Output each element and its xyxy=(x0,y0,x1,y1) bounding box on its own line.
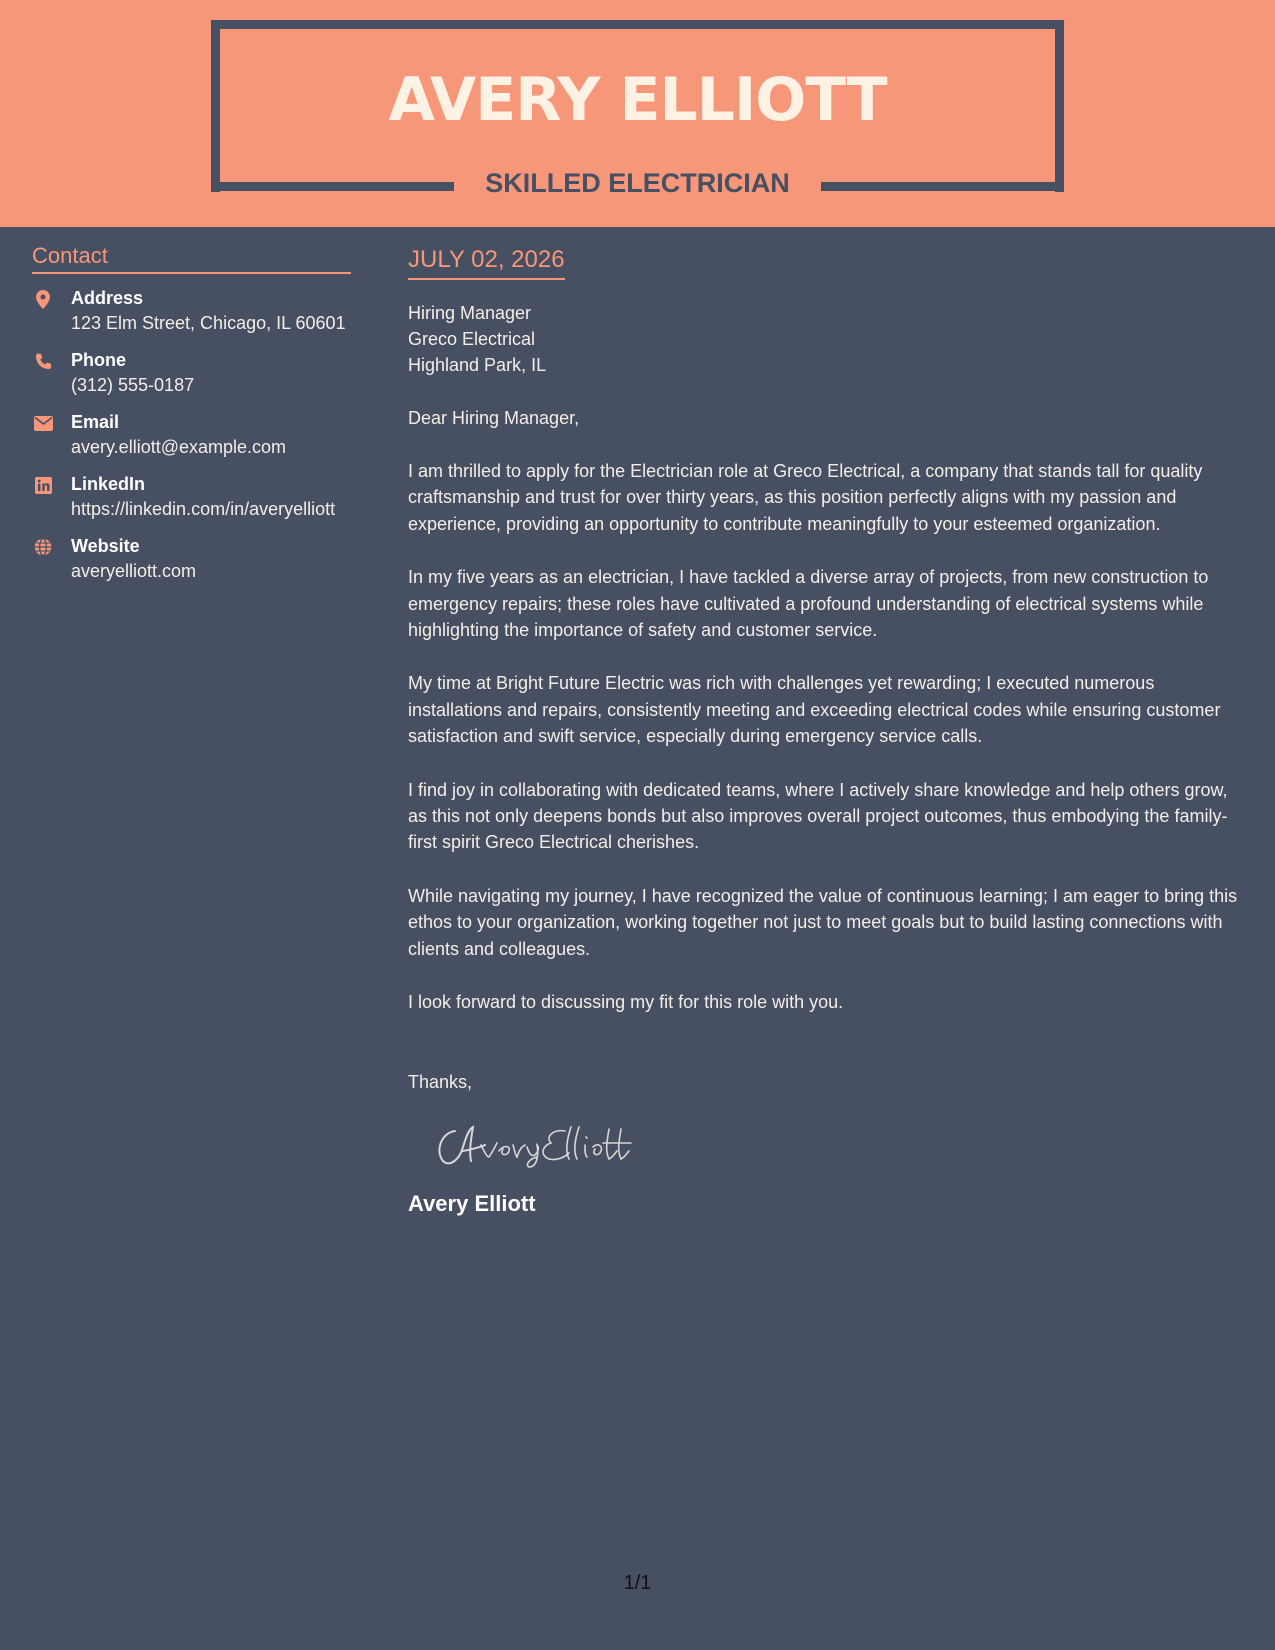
map-pin-icon xyxy=(33,289,53,309)
signer-name: Avery Elliott xyxy=(408,1190,536,1216)
job-title: SKILLED ELECTRICIAN xyxy=(485,168,790,198)
recipient-line: Hiring Manager xyxy=(408,303,532,323)
header-banner xyxy=(0,0,1275,227)
contact-item-linkedin xyxy=(32,472,351,522)
contact-value: 123 Elm Street, Chicago, IL 60601 xyxy=(71,313,346,333)
contact-value: averyelliott.com xyxy=(71,561,197,581)
contact-item-email xyxy=(32,410,351,460)
contact-item-phone xyxy=(32,348,351,398)
phone-icon xyxy=(33,351,53,371)
closing: Thanks, xyxy=(408,1071,473,1092)
letter-body xyxy=(408,244,1248,1219)
contact-heading: Contact xyxy=(32,242,351,274)
contact-sidebar xyxy=(32,242,351,596)
contact-item-website xyxy=(32,534,351,584)
contact-label: Phone xyxy=(71,350,127,370)
letter-paragraph: I am thrilled to apply for the Electrician role at Greco Electrical, a company that stands tall for quality craftsmanship and trust for over thirty years, as this position perfectly aligns with my passion and experience, providing an opportunity to contribute meaningfully to your esteemed organization. xyxy=(408,461,1203,534)
contact-item-address xyxy=(32,286,351,336)
letter-paragraph: My time at Bright Future Electric was rich with challenges yet rewarding; I executed numerous installations and repairs, consistently meeting and exceeding electrical codes while ensuring customer satisfaction and swift service, especially during emergency service calls. xyxy=(408,673,1221,747)
contact-label: LinkedIn xyxy=(71,474,146,494)
frame-bottom-right xyxy=(821,182,1064,191)
recipient-line: Greco Electrical xyxy=(408,329,536,349)
handwritten-signature xyxy=(433,1121,1248,1171)
frame-bottom-left xyxy=(211,182,454,191)
contact-label: Email xyxy=(71,412,120,432)
contact-value: avery.elliott@example.com xyxy=(71,437,287,457)
letter-date: JULY 02, 2026 xyxy=(408,244,565,280)
globe-icon xyxy=(33,537,53,557)
recipient-line: Highland Park, IL xyxy=(408,355,547,375)
applicant-name: AVERY ELLIOTT xyxy=(388,65,887,135)
contact-value: (312) 555-0187 xyxy=(71,375,195,395)
recipient-block xyxy=(408,300,1248,378)
letter-paragraph: While navigating my journey, I have recognized the value of continuous learning; I am eager to bring this ethos to your organization, working together not just to meet goals but to build lasting connections with clients and colleagues. xyxy=(408,885,1238,959)
letter-paragraph: I look forward to discussing my fit for this role with you. xyxy=(408,992,844,1013)
letter-paragraph: In my five years as an electrician, I have tackled a diverse array of projects, from new construction to emergency repairs; these roles have cultivated a profound understanding of electrical systems while highlighting the importance of safety and customer service. xyxy=(408,567,1209,641)
contact-value: https://linkedin.com/in/averyelliott xyxy=(71,499,336,519)
page-number: 1/1 xyxy=(623,1572,652,1594)
salutation: Dear Hiring Manager, xyxy=(408,408,580,428)
envelope-icon xyxy=(33,413,53,433)
contact-label: Address xyxy=(71,288,144,308)
contact-label: Website xyxy=(71,536,140,556)
linkedin-icon xyxy=(33,475,53,495)
letter-paragraph: I find joy in collaborating with dedicated teams, where I actively share knowledge and help others grow, as this not only deepens bonds but also improves overall project outcomes, thus embodying the family-first spirit Greco Electrical cherishes. xyxy=(408,779,1228,853)
